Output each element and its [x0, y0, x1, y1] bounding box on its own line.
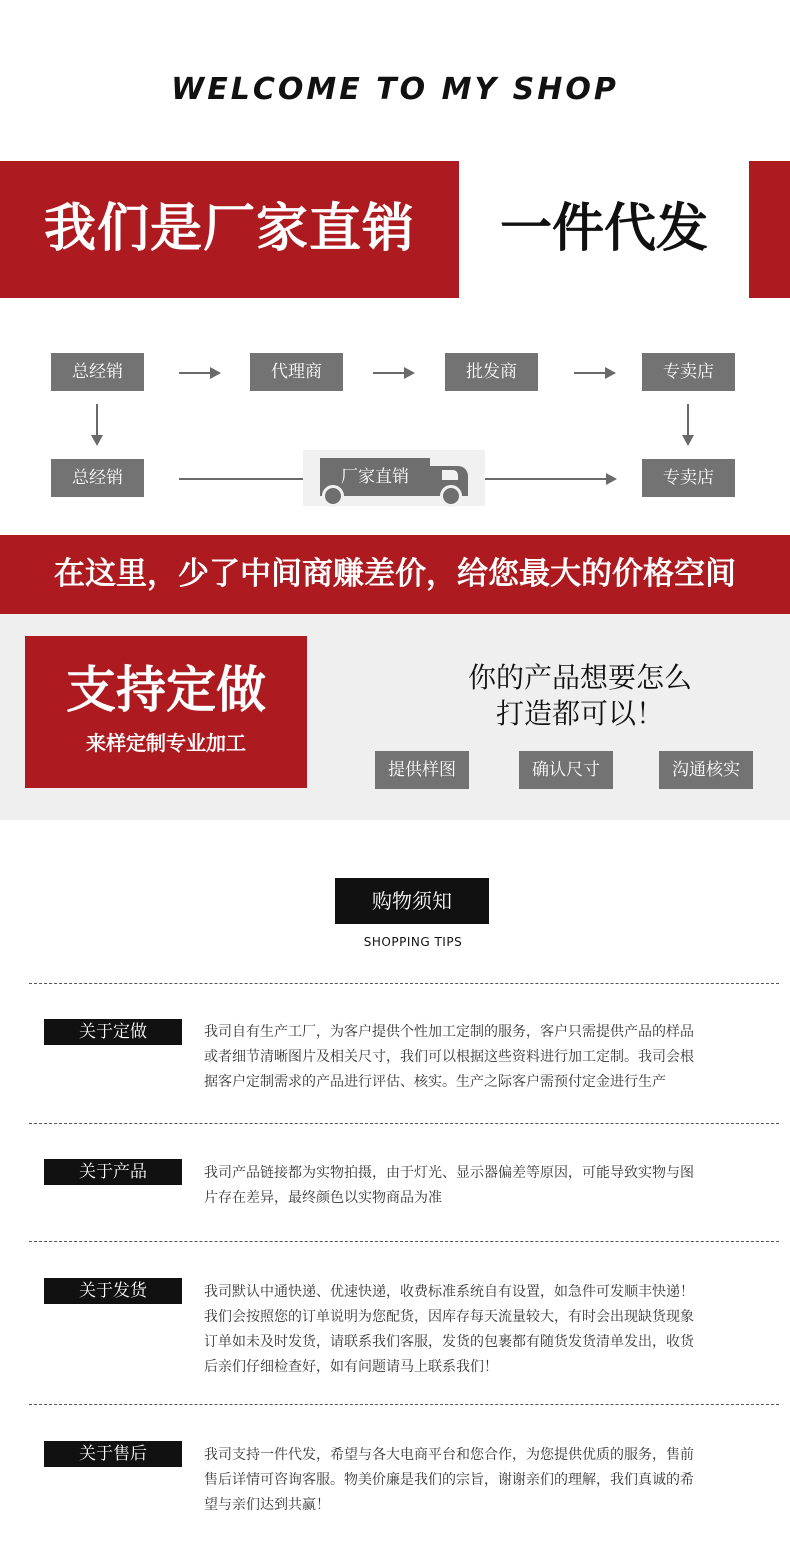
custom-subtitle: 来样定制专业加工 [86, 731, 246, 755]
tip-line: 我司默认中通快递、优速快递，收费标准系统自有设置，如急件可发顺丰快递！ [204, 1284, 694, 1300]
custom-question-line1: 你的产品想要怎么 [467, 661, 692, 694]
tip-line: 我们会按照您的订单说明为您配货，因库存每天流量较大，有时会出现缺货现象 [204, 1309, 694, 1325]
divider [29, 1123, 779, 1124]
tip-line: 望与亲们达到共赢！ [204, 1497, 330, 1513]
truck-wheel-icon [440, 485, 462, 507]
arrow-right-icon [574, 372, 614, 374]
tip-line: 订单如未及时发货，请联系我们客服，发货的包裹都有随货发货清单发出，收货 [204, 1334, 694, 1350]
custom-question-line2: 打造都可以！ [495, 697, 664, 730]
tip-label-custom: 关于定做 [44, 1019, 182, 1045]
banner-factory-direct: 我们是厂家直销 [43, 199, 415, 259]
tip-label-product: 关于产品 [44, 1159, 182, 1185]
flow-general-distributor: 总经销 [51, 353, 144, 391]
tip-text-aftersales [204, 1443, 760, 1518]
flow-line [179, 478, 303, 480]
arrow-right-icon [179, 372, 219, 374]
tip-label-aftersales: 关于售后 [44, 1441, 182, 1467]
arrow-right-icon [485, 478, 615, 480]
custom-title: 支持定做 [66, 661, 266, 719]
tip-text-shipping [204, 1280, 760, 1380]
flow-store-bottom: 专卖店 [642, 459, 735, 497]
arrow-down-icon [96, 404, 98, 444]
flow-factory-direct: 厂家直销 [341, 467, 409, 487]
tip-line: 我司自有生产工厂，为客户提供个性加工定制的服务，客户只需提供产品的样品 [204, 1024, 694, 1040]
tip-label-shipping: 关于发货 [44, 1278, 182, 1304]
tip-line: 片存在差异，最终颜色以实物商品为准 [204, 1190, 442, 1206]
banner-dropship: 一件代发 [499, 199, 708, 259]
tip-text-custom [204, 1020, 760, 1095]
divider [29, 1404, 779, 1405]
truck-window [442, 470, 458, 480]
tip-line: 据客户定制需求的产品进行评估、核实。生产之际客户需预付定金进行生产 [204, 1074, 666, 1090]
arrow-down-icon [687, 404, 689, 444]
tips-title: 购物须知 [335, 878, 489, 924]
welcome-heading: WELCOME TO MY SHOP [171, 72, 619, 107]
tip-text-product [204, 1161, 760, 1211]
tip-line: 我司产品链接都为实物拍摄，由于灯光、显示器偏差等原因，可能导致实物与图 [204, 1165, 694, 1181]
flow-agent: 代理商 [250, 353, 343, 391]
tips-subtitle: SHOPPING TIPS [363, 935, 463, 949]
divider [29, 1241, 779, 1242]
tip-line: 或者细节清晰图片及相关尺寸，我们可以根据这些资料进行加工定制。我司会根 [204, 1049, 694, 1065]
tip-line: 售后详情可咨询客服。物美价廉是我们的宗旨，谢谢亲们的理解，我们真诚的希 [204, 1472, 694, 1488]
divider [29, 983, 779, 984]
confirm-size-button: 确认尺寸 [519, 751, 613, 789]
provide-sample-button: 提供样图 [375, 751, 469, 789]
price-slogan: 在这里，少了中间商赚差价，给您最大的价格空间 [0, 535, 790, 614]
arrow-right-icon [373, 372, 413, 374]
verify-button: 沟通核实 [659, 751, 753, 789]
flow-wholesaler: 批发商 [445, 353, 538, 391]
tip-line: 我司支持一件代发，希望与各大电商平台和您合作，为您提供优质的服务，售前 [204, 1447, 694, 1463]
banner-red-edge [749, 161, 790, 298]
flow-general-distributor-bottom: 总经销 [51, 459, 144, 497]
flow-store: 专卖店 [642, 353, 735, 391]
tip-line: 后亲们仔细检查好，如有问题请马上联系我们！ [204, 1359, 498, 1375]
